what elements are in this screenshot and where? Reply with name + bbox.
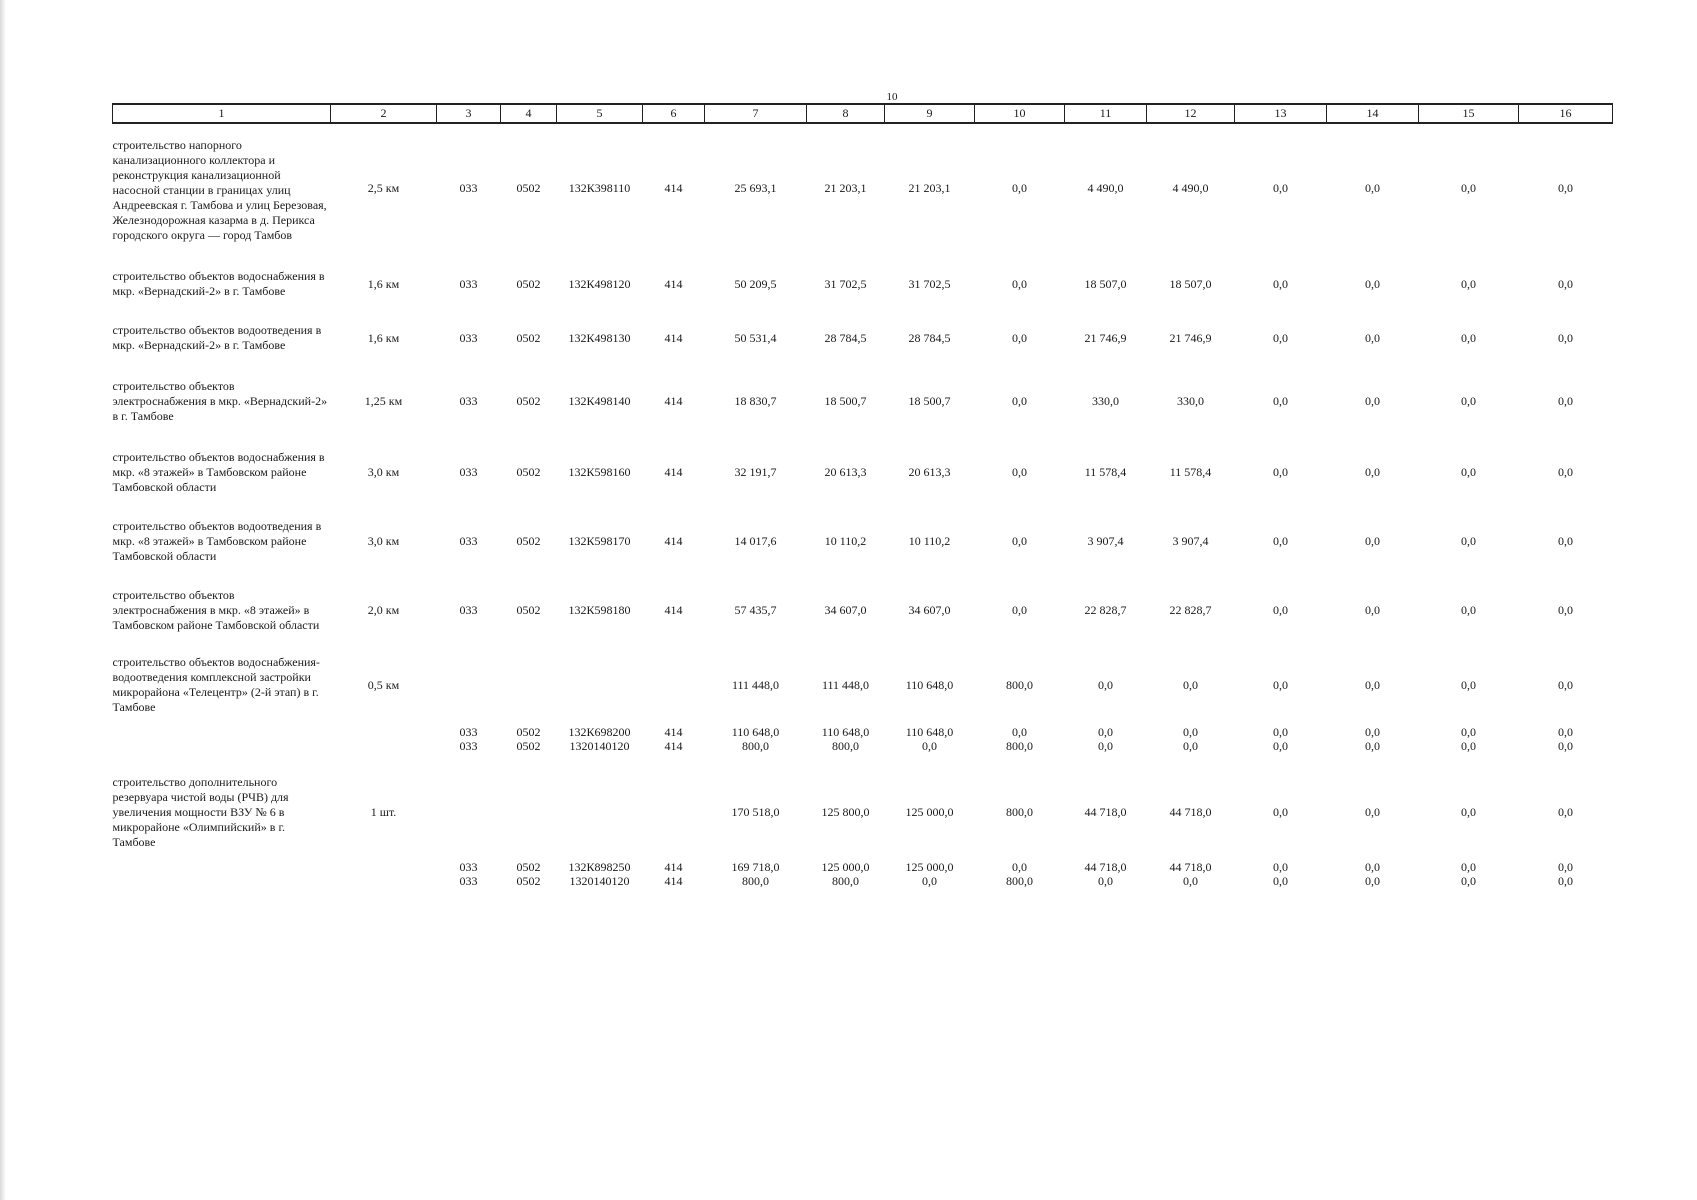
- column-header: 11: [1065, 104, 1147, 123]
- table-cell: 0,0: [1098, 739, 1113, 753]
- table-cell: 170 518,0: [731, 805, 780, 819]
- table-cell: 21 203,1: [908, 181, 951, 195]
- table-cell: 0,0: [1365, 860, 1380, 874]
- table-cell: 3,0 км: [367, 465, 400, 479]
- table-cell: 132К398110: [568, 181, 631, 195]
- table-cell: 033: [459, 534, 478, 548]
- scan-edge: [0, 0, 6, 1200]
- row-spacer-cell: [113, 424, 1613, 450]
- table-cell: 0,0: [1365, 181, 1380, 195]
- table-cell: 0502: [516, 465, 541, 479]
- column-header: 4: [501, 104, 557, 123]
- table-cell: 800,0: [832, 739, 859, 753]
- table-cell: 125 800,0: [821, 805, 870, 819]
- row-spacer: [113, 243, 1613, 269]
- table-cell: 20 613,3: [908, 465, 951, 479]
- table-cell: 414: [664, 534, 683, 548]
- row-spacer-cell: [113, 564, 1613, 588]
- table-cell: [331, 715, 437, 739]
- object-description: строительство объектов водоснабжения в мкр. «Вернадский-2» в г. Тамбове: [112, 269, 325, 298]
- table-cell: 0,0: [1273, 465, 1288, 479]
- table-cell: 18 500,7: [908, 394, 951, 408]
- table-cell: 0,0: [1365, 276, 1380, 291]
- funding-subrow: [113, 850, 1613, 874]
- row-spacer-cell: [113, 353, 1613, 379]
- table-cell: 0,0: [1273, 603, 1288, 617]
- row-spacer: [113, 633, 1613, 655]
- table-cell: 0,0: [1012, 181, 1027, 195]
- table-cell: 21 746,9: [1084, 330, 1127, 345]
- table-cell: [437, 655, 501, 715]
- table-cell: 0,0: [1461, 725, 1476, 739]
- table-cell: 0,0: [1183, 725, 1198, 739]
- table-cell: 3 907,4: [1172, 534, 1209, 548]
- funding-subrow: [113, 715, 1613, 739]
- table-cell: 110 648,0: [905, 725, 954, 739]
- column-header: 16: [1519, 104, 1613, 123]
- table-cell: 033: [459, 603, 478, 617]
- table-cell: 44 718,0: [1169, 805, 1212, 819]
- table-body: [113, 123, 1613, 888]
- column-header: 9: [885, 104, 975, 123]
- table-cell: [557, 775, 643, 850]
- table-cell: 1,25 км: [364, 394, 403, 408]
- row-spacer-cell: [113, 123, 1613, 134]
- table-cell: 0,0: [1461, 534, 1476, 548]
- table-cell: 0,0: [922, 874, 937, 888]
- table-cell: [331, 874, 437, 888]
- table-cell: 132К498130: [568, 330, 631, 345]
- table-cell: 0,0: [1273, 677, 1288, 692]
- table-cell: 0502: [516, 874, 541, 888]
- row-spacer-cell: [113, 495, 1613, 519]
- table-cell: 0,0: [1558, 394, 1573, 408]
- table-cell: 0,0: [1273, 330, 1288, 345]
- table-cell: 18 507,0: [1084, 276, 1127, 291]
- column-header: 3: [437, 104, 501, 123]
- table-cell: 800,0: [1006, 874, 1033, 888]
- table-cell: 0,0: [1273, 739, 1288, 753]
- table-cell: 111 448,0: [821, 677, 870, 692]
- budget-table: [112, 103, 1613, 888]
- table-cell: 50 531,4: [734, 330, 777, 345]
- table-row: [113, 588, 1613, 633]
- table-cell: 033: [459, 465, 478, 479]
- table-cell: 0502: [516, 725, 541, 739]
- object-description: строительство напорного канализационного коллектора и реконструкция канализационной насосной станции в границах улиц Андреевская г. Тамбова и улиц Березовая, Железнодорожная казарма в д. Перикса городского округа — город Тамбов: [112, 138, 327, 242]
- table-cell: 110 648,0: [821, 725, 870, 739]
- table-cell: 1320140120: [569, 739, 630, 753]
- table-cell: 132К698200: [568, 725, 631, 739]
- table-cell: 0,0: [1558, 725, 1573, 739]
- column-header: 8: [807, 104, 885, 123]
- table-cell: 414: [664, 739, 683, 753]
- table-cell: 11 578,4: [1169, 465, 1212, 479]
- table-cell: [331, 739, 437, 753]
- table-cell: 414: [664, 874, 683, 888]
- object-description: строительство объектов водоотведения в мкр. «8 этажей» в Тамбовском районе Тамбовской области: [112, 519, 322, 563]
- table-cell: 0,0: [1558, 330, 1573, 345]
- table-cell: 22 828,7: [1169, 603, 1212, 617]
- table-cell: 132К598180: [568, 603, 631, 617]
- table-cell: 110 648,0: [731, 725, 780, 739]
- table-cell: 0,0: [1461, 330, 1476, 345]
- table-cell: 0,0: [1558, 534, 1573, 548]
- table-cell: 800,0: [742, 874, 769, 888]
- table-cell: 0,0: [1365, 739, 1380, 753]
- table-cell: 0,0: [1012, 276, 1027, 291]
- table-cell: 0,0: [1558, 874, 1573, 888]
- table-cell: 0,0: [1461, 874, 1476, 888]
- table-cell: 0,0: [1183, 874, 1198, 888]
- table-cell: 20 613,3: [824, 465, 867, 479]
- table-cell: 414: [664, 465, 683, 479]
- table-cell: 033: [459, 874, 478, 888]
- table-cell: 18 507,0: [1169, 276, 1212, 291]
- table-row: [113, 655, 1613, 715]
- table-row: [113, 379, 1613, 424]
- table-cell: 50 209,5: [734, 276, 777, 291]
- row-spacer: [113, 353, 1613, 379]
- table-cell: 0,0: [1461, 465, 1476, 479]
- object-description: строительство объектов водоснабжения-водоотведения комплексной застройки микрорайона «Телецентр» (2-й этап) в г. Тамбове: [112, 655, 320, 714]
- table-cell: 34 607,0: [824, 603, 867, 617]
- table-cell: 22 828,7: [1084, 603, 1127, 617]
- object-description: строительство объектов водоснабжения в мкр. «8 этажей» в Тамбовском районе Тамбовской области: [112, 450, 325, 494]
- column-header: 14: [1327, 104, 1419, 123]
- object-description: строительство объектов электроснабжения в мкр. «Вернадский-2» в г. Тамбове: [112, 379, 328, 423]
- table-cell: 330,0: [1177, 394, 1204, 408]
- table-cell: [643, 655, 705, 715]
- table-cell: 800,0: [1006, 805, 1033, 819]
- table-cell: 0,0: [1012, 603, 1027, 617]
- table-cell: 0,0: [1098, 725, 1113, 739]
- column-number-header: [113, 104, 1613, 123]
- table-cell: 28 784,5: [824, 330, 867, 345]
- table-cell: 44 718,0: [1169, 860, 1212, 874]
- table-cell: 0,0: [1273, 394, 1288, 408]
- table-cell: 0,0: [1012, 725, 1027, 739]
- table-cell: 34 607,0: [908, 603, 951, 617]
- column-header: 7: [705, 104, 807, 123]
- table-cell: 0,0: [1012, 465, 1027, 479]
- table-cell: 0,0: [1558, 181, 1573, 195]
- table-cell: 44 718,0: [1084, 860, 1127, 874]
- table-row: [113, 519, 1613, 564]
- table-cell: 0,5 км: [367, 677, 400, 692]
- table-cell: 414: [664, 330, 683, 345]
- table-cell: 033: [459, 739, 478, 753]
- table-cell: 0,0: [1012, 860, 1027, 874]
- table-cell: 132К498120: [568, 276, 631, 291]
- table-cell: 0,0: [1183, 677, 1198, 692]
- funding-subrow: [113, 739, 1613, 753]
- table-cell: 125 000,0: [905, 860, 954, 874]
- row-spacer-cell: [113, 243, 1613, 269]
- table-cell: 0,0: [1365, 465, 1380, 479]
- table-cell: 4 490,0: [1172, 181, 1209, 195]
- column-header: 2: [331, 104, 437, 123]
- table-cell: 414: [664, 181, 683, 195]
- table-cell: [331, 850, 437, 874]
- table-cell: 125 000,0: [905, 805, 954, 819]
- table-cell: [501, 655, 557, 715]
- table-row: [113, 450, 1613, 495]
- table-cell: 330,0: [1092, 394, 1119, 408]
- table-cell: 0,0: [1365, 394, 1380, 408]
- table-cell: 414: [664, 394, 683, 408]
- table-cell: 21 746,9: [1169, 330, 1212, 345]
- column-header: 13: [1235, 104, 1327, 123]
- table-cell: 0,0: [1461, 394, 1476, 408]
- table-cell: 0,0: [1273, 874, 1288, 888]
- table-cell: 18 830,7: [734, 394, 777, 408]
- table-cell: 0,0: [1461, 276, 1476, 291]
- table-row: [113, 775, 1613, 850]
- table-cell: 0,0: [922, 739, 937, 753]
- table-cell: 25 693,1: [734, 181, 777, 195]
- object-description: строительство объектов электроснабжения в мкр. «8 этажей» в Тамбовском районе Тамбовской области: [112, 588, 320, 632]
- table-cell: 111 448,0: [731, 677, 780, 692]
- table-cell: 800,0: [1006, 739, 1033, 753]
- table-cell: 800,0: [742, 739, 769, 753]
- table-cell: 0,0: [1012, 394, 1027, 408]
- table-cell: 4 490,0: [1087, 181, 1124, 195]
- table-cell: 0,0: [1461, 739, 1476, 753]
- object-description: строительство дополнительного резервуара чистой воды (РЧВ) для увеличения мощности ВЗУ № 6 в микрорайоне «Олимпийский» в г. Тамбове: [112, 775, 289, 849]
- table-cell: 0,0: [1461, 603, 1476, 617]
- table-cell: 0,0: [1012, 534, 1027, 548]
- table-cell: 0,0: [1365, 725, 1380, 739]
- page-number: 10: [886, 91, 898, 103]
- table-cell: 21 203,1: [824, 181, 867, 195]
- table-cell: 132К498140: [568, 394, 631, 408]
- table-cell: 125 000,0: [821, 860, 870, 874]
- table-cell: 1,6 км: [367, 276, 400, 291]
- table-cell: 10 110,2: [824, 534, 867, 548]
- table-cell: 0502: [516, 860, 541, 874]
- table-cell: 0,0: [1558, 739, 1573, 753]
- table-cell: 1320140120: [569, 874, 630, 888]
- table-cell: 0,0: [1273, 181, 1288, 195]
- table-cell: 31 702,5: [824, 276, 867, 291]
- table-cell: 033: [459, 276, 478, 291]
- table-cell: 169 718,0: [731, 860, 780, 874]
- table-cell: 1,6 км: [367, 330, 400, 345]
- table-cell: 033: [459, 181, 478, 195]
- table-cell: 0,0: [1273, 276, 1288, 291]
- table-cell: 0502: [516, 394, 541, 408]
- table-cell: 0,0: [1273, 725, 1288, 739]
- table-cell: 0502: [516, 534, 541, 548]
- table-cell: 57 435,7: [734, 603, 777, 617]
- table-cell: [643, 775, 705, 850]
- row-spacer-cell: [113, 633, 1613, 655]
- table-cell: [437, 775, 501, 850]
- subrow-indent: [113, 874, 331, 888]
- table-cell: 0,0: [1012, 330, 1027, 345]
- table-cell: 0,0: [1365, 330, 1380, 345]
- table-cell: 0,0: [1273, 860, 1288, 874]
- table-cell: 0,0: [1558, 276, 1573, 291]
- table-cell: 110 648,0: [905, 677, 954, 692]
- table-row: [113, 134, 1613, 243]
- table-cell: 0,0: [1461, 860, 1476, 874]
- row-spacer: [113, 495, 1613, 519]
- table-cell: 0502: [516, 276, 541, 291]
- table-cell: 14 017,6: [734, 534, 777, 548]
- row-spacer: [113, 753, 1613, 775]
- table-cell: 18 500,7: [824, 394, 867, 408]
- table-cell: 0,0: [1365, 534, 1380, 548]
- row-spacer: [113, 299, 1613, 323]
- table-cell: 1 шт.: [370, 805, 397, 819]
- table-cell: 0,0: [1273, 805, 1288, 819]
- table-cell: 0,0: [1365, 874, 1380, 888]
- table-cell: 0,0: [1558, 465, 1573, 479]
- column-header: 10: [975, 104, 1065, 123]
- table-cell: 0,0: [1461, 677, 1476, 692]
- table-cell: 0,0: [1461, 181, 1476, 195]
- table-cell: 0,0: [1273, 534, 1288, 548]
- table-cell: 132К598170: [568, 534, 631, 548]
- table-cell: 132К598160: [568, 465, 631, 479]
- table-cell: 132К898250: [568, 860, 631, 874]
- table-cell: 0,0: [1365, 805, 1380, 819]
- table-cell: 033: [459, 725, 478, 739]
- row-spacer: [113, 564, 1613, 588]
- table-cell: 0,0: [1558, 603, 1573, 617]
- row-spacer-cell: [113, 299, 1613, 323]
- funding-subrow: [113, 874, 1613, 888]
- table-cell: 414: [664, 860, 683, 874]
- table-cell: 32 191,7: [734, 465, 777, 479]
- table-cell: 414: [664, 276, 683, 291]
- object-description: строительство объектов водоотведения в мкр. «Вернадский-2» в г. Тамбове: [112, 323, 322, 352]
- subrow-indent: [113, 739, 331, 753]
- table-cell: 3 907,4: [1087, 534, 1124, 548]
- table-cell: 28 784,5: [908, 330, 951, 345]
- table-cell: 0502: [516, 739, 541, 753]
- row-spacer: [113, 123, 1613, 134]
- table-cell: 31 702,5: [908, 276, 951, 291]
- table-cell: 800,0: [832, 874, 859, 888]
- table-cell: 3,0 км: [367, 534, 400, 548]
- table-cell: [557, 655, 643, 715]
- subrow-indent: [113, 715, 331, 739]
- table-cell: 44 718,0: [1084, 805, 1127, 819]
- column-header: 15: [1419, 104, 1519, 123]
- table-cell: 2,5 км: [367, 181, 400, 195]
- table-cell: 0,0: [1558, 677, 1573, 692]
- table-cell: [501, 775, 557, 850]
- table-cell: 033: [459, 860, 478, 874]
- table-cell: 0,0: [1098, 874, 1113, 888]
- table-cell: 800,0: [1006, 677, 1033, 692]
- table-cell: 10 110,2: [908, 534, 951, 548]
- column-header: 6: [643, 104, 705, 123]
- table-row: [113, 323, 1613, 353]
- table-cell: 0,0: [1098, 677, 1113, 692]
- table-cell: 0,0: [1461, 805, 1476, 819]
- table-cell: 0,0: [1558, 805, 1573, 819]
- table-cell: 033: [459, 330, 478, 345]
- table-cell: 0,0: [1365, 677, 1380, 692]
- table-cell: 414: [664, 725, 683, 739]
- column-header: 5: [557, 104, 643, 123]
- subrow-indent: [113, 850, 331, 874]
- table-cell: 0502: [516, 181, 541, 195]
- table-cell: 0502: [516, 330, 541, 345]
- row-spacer: [113, 424, 1613, 450]
- column-header: 12: [1147, 104, 1235, 123]
- table-row: [113, 269, 1613, 299]
- table-cell: 0,0: [1558, 860, 1573, 874]
- table-cell: 0502: [516, 603, 541, 617]
- table-cell: 0,0: [1365, 603, 1380, 617]
- table-cell: 11 578,4: [1084, 465, 1127, 479]
- column-header: 1: [113, 104, 331, 123]
- table-cell: 033: [459, 394, 478, 408]
- table-cell: 414: [664, 603, 683, 617]
- table-cell: 2,0 км: [367, 603, 400, 617]
- row-spacer-cell: [113, 753, 1613, 775]
- table-cell: 0,0: [1183, 739, 1198, 753]
